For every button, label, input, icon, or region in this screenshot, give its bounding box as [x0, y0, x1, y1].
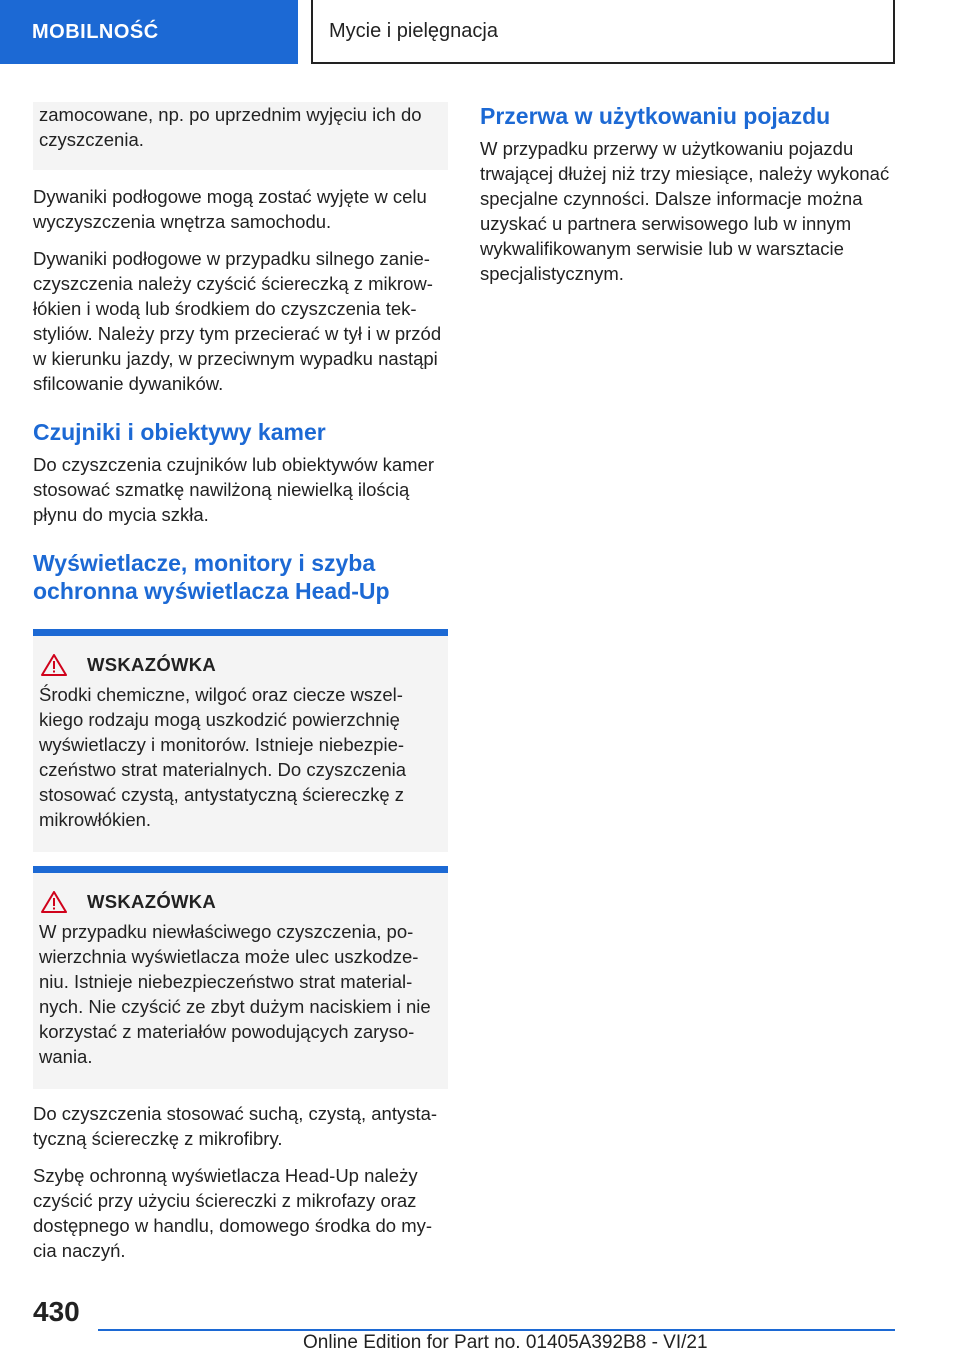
right-column [480, 102, 900, 286]
floor-mats-paragraph-2: Dywaniki podłogowe w przypadku silnego zanieczyszczenia należy czyścić ściereczką z mikrowłókien i wodą lub środkiem do czyszczenia tekstyliów. Należy przy tym przecierać w tył i w przód w kierunku jazdy, w przeciwnym wypadku nastąpi sfilcowanie dywaników. [33, 248, 442, 394]
warning-header [39, 891, 440, 913]
displays-paragraph-1: Do czyszczenia stosować suchą, czystą, antystatyczną ściereczkę z mikrofibry. [33, 1103, 438, 1149]
section-tab [0, 0, 298, 64]
warning-triangle-icon [41, 654, 67, 676]
chapter-title: Mycie i pielęgnacja [329, 19, 498, 42]
warning-title: WSKAZÓWKA [87, 891, 217, 912]
left-column [33, 102, 448, 1263]
warning-box-1 [33, 629, 448, 852]
floor-mats-paragraph-1: Dywaniki podłogowe mogą zostać wyjęte w celu wyczyszczenia wnętrza samochodu. [33, 186, 427, 232]
continued-note-box [33, 102, 448, 170]
heading-displays: Wyświetlacze, monitory i szyba ochronna wyświetlacza Head-Up [33, 550, 390, 604]
continued-note-text: zamocowane, np. po uprzednim wyjęciu ich do czyszczenia. [39, 104, 422, 150]
vehicle-storage-paragraph: W przypadku przerwy w użytkowaniu pojazdu trwającej dłużej niż trzy miesiące, należy wykonać specjalne czynności. Dalsze informacje można uzyskać u partnera serwisowego lub w innym wykwalifikowanym serwisie lub w warsztacie specjalistycznym. [480, 138, 890, 284]
warning-header [39, 654, 440, 676]
footer-divider [98, 1329, 895, 1331]
warning-box-2 [33, 866, 448, 1089]
heading-sensors: Czujniki i obiektywy kamer [33, 419, 326, 445]
sensors-paragraph: Do czyszczenia czujników lub obiektywów kamer stosować szmatkę nawilżoną niewielką ilością płynu do mycia szkła. [33, 454, 434, 525]
heading-vehicle-storage: Przerwa w użytkowaniu pojazdu [480, 103, 831, 129]
footer-edition: Online Edition for Part no. 01405A392B8 - VI/21 [303, 1332, 708, 1353]
page-number: 430 [33, 1296, 80, 1327]
warning-text: W przypadku niewłaściwego czyszczenia, powierzchnia wyświetlacza może ulec uszkodzeniu. Istnieje niebezpieczeństwo strat materialnych. Nie czyścić ze zbyt dużym naciskiem i nie korzystać z materiałów powodujących zarysowania. [39, 921, 431, 1067]
warning-text: Środki chemiczne, wilgoć oraz ciecze wszelkiego rodzaju mogą uszkodzić powierzchnię wyświetlaczy i monitorów. Istnieje niebezpieczeństwo strat materialnych. Do czyszczenia stosować czystą, antystatyczną ściereczkę z mikrowłókien. [39, 684, 407, 830]
chapter-tab [311, 0, 895, 64]
displays-paragraph-2: Szybę ochronną wyświetlacza Head-Up należy czyścić przy użyciu ściereczki z mikrofazy oraz dostępnego w handlu, domowego środka do mycia naczyń. [33, 1165, 433, 1261]
warning-triangle-icon [41, 891, 67, 913]
warning-title: WSKAZÓWKA [87, 654, 217, 675]
section-title: MOBILNOŚĆ [32, 20, 159, 43]
